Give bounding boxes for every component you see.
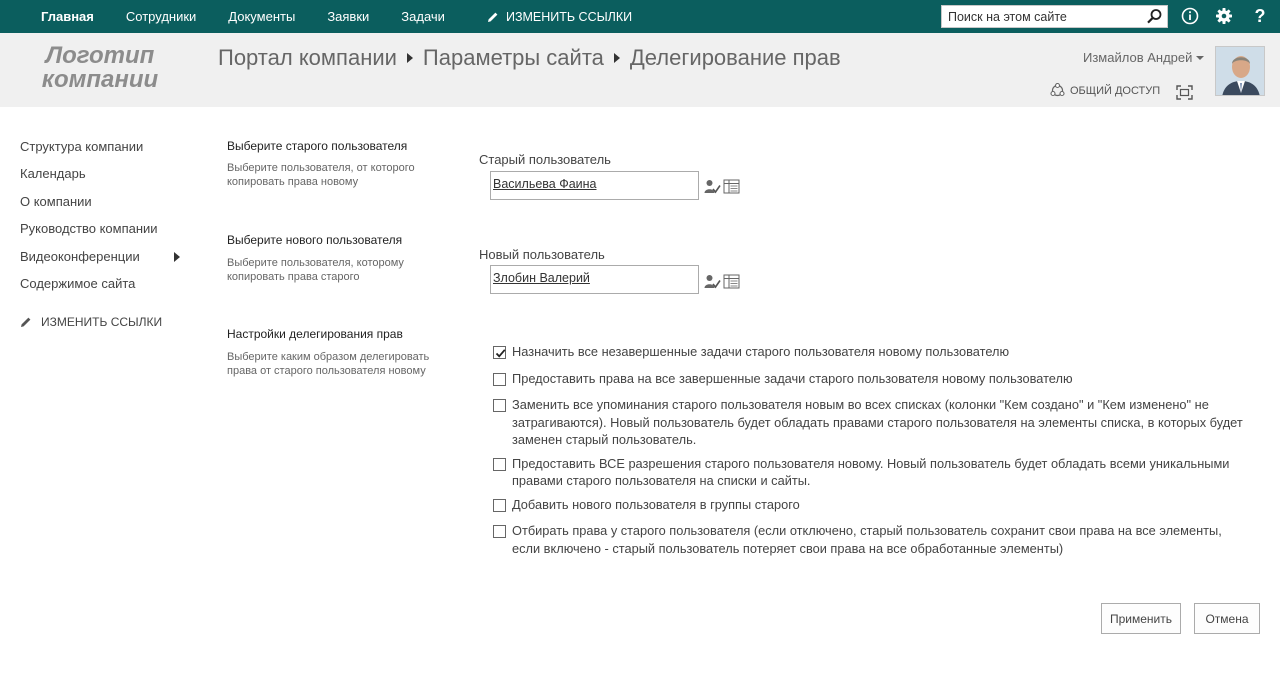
top-nav-requests[interactable]: Заявки <box>327 9 370 24</box>
info-icon[interactable] <box>1180 6 1200 26</box>
top-nav-documents[interactable]: Документы <box>228 9 296 24</box>
help-icon[interactable]: ? <box>1254 5 1266 26</box>
apply-button[interactable]: Применить <box>1101 603 1181 634</box>
search-icon[interactable] <box>1146 8 1163 30</box>
avatar[interactable] <box>1215 46 1265 96</box>
company-logo[interactable] <box>30 44 170 92</box>
new-user-picker[interactable] <box>490 265 699 294</box>
option-grant-all-permissions <box>493 455 1253 490</box>
logo-line-1: Логотип <box>45 42 155 69</box>
quick-launch-edit-links-label: ИЗМЕНИТЬ ССЫЛКИ <box>41 315 163 330</box>
top-edit-links-button[interactable] <box>487 10 632 24</box>
new-user-value[interactable]: Злобин Валерий <box>493 271 590 285</box>
focus-content-icon[interactable] <box>1176 85 1193 105</box>
option-label: Отбирать права у старого пользователя (если отключено, старый пользователь сохранит свои права на все элементы, если включено - старый пользователь потеряет свои права на все обработанные элементы) <box>512 523 1222 556</box>
option-label: Добавить нового пользователя в группы старого <box>512 496 800 512</box>
breadcrumb-portal[interactable]: Портал компании <box>218 45 397 70</box>
top-nav-employees[interactable]: Сотрудники <box>125 9 197 24</box>
pencil-icon <box>20 316 32 328</box>
top-nav <box>41 0 632 33</box>
option-checkbox[interactable] <box>493 499 506 512</box>
share-label: ОБЩИЙ ДОСТУП <box>1070 84 1161 97</box>
quick-launch-item-site-contents[interactable] <box>20 275 200 302</box>
option-checkbox[interactable] <box>493 525 506 538</box>
option-label: Предоставить права на все завершенные задачи старого пользователя новому пользователю <box>512 370 1073 386</box>
option-replace-mentions <box>493 396 1253 449</box>
old-user-picker[interactable] <box>490 171 699 200</box>
section-desc-old-user: Выберите пользователя, от которого копировать права новому <box>227 162 415 188</box>
quick-launch-label: Структура компании <box>20 139 144 154</box>
site-header <box>0 33 1280 107</box>
top-nav-home[interactable]: Главная <box>41 9 94 24</box>
option-assign-open-tasks <box>493 343 1253 361</box>
option-checkbox[interactable] <box>493 373 506 386</box>
option-checkbox[interactable] <box>493 399 506 412</box>
user-name: Измайлов Андрей <box>1083 50 1193 65</box>
share-icon <box>1050 83 1065 98</box>
top-edit-links-label: ИЗМЕНИТЬ ССЫЛКИ <box>505 9 633 24</box>
section-desc-delegation-settings: Выберите каким образом делегировать права от старого пользователя новому <box>227 351 430 377</box>
new-user-picker-icons <box>704 273 742 290</box>
page-title: Делегирование прав <box>629 45 841 70</box>
quick-launch-item-management[interactable] <box>20 220 200 247</box>
old-user-value[interactable]: Васильева Фаина <box>493 177 597 191</box>
check-names-icon[interactable] <box>704 178 721 195</box>
option-label: Предоставить ВСЕ разрешения старого пользователя новому. Новый пользователь будет обладать всеми уникальными правами старого пользователя на списки и сайты. <box>512 455 1230 488</box>
gear-icon[interactable] <box>1214 6 1234 26</box>
share-button[interactable] <box>1050 83 1160 98</box>
checkmark-icon <box>494 347 507 360</box>
old-user-label: Старый пользователь <box>479 152 611 167</box>
quick-launch-item-about[interactable] <box>20 193 200 220</box>
quick-launch-label: Руководство компании <box>20 221 158 237</box>
option-grant-completed-tasks <box>493 370 1253 388</box>
section-desc-new-user: Выберите пользователя, которому копировать права старого <box>227 257 404 283</box>
quick-launch-item-structure[interactable] <box>20 138 200 165</box>
suite-bar <box>0 0 1280 33</box>
quick-launch-label: Календарь <box>20 166 86 182</box>
section-title-old-user: Выберите старого пользователя <box>227 139 408 153</box>
new-user-label: Новый пользователь <box>479 247 605 262</box>
option-label: Назначить все незавершенные задачи старого пользователя новому пользователю <box>512 344 1010 359</box>
chevron-down-icon <box>1196 56 1204 60</box>
option-add-to-groups <box>493 496 1253 514</box>
option-checkbox[interactable] <box>493 458 506 471</box>
quick-launch <box>20 138 200 329</box>
option-checkbox[interactable] <box>493 346 506 359</box>
expand-arrow-icon[interactable] <box>174 252 180 262</box>
logo-line-2: компании <box>41 66 159 93</box>
check-names-icon[interactable] <box>704 273 721 290</box>
quick-launch-label: Видеоконференции <box>20 248 140 264</box>
pencil-icon <box>487 11 499 23</box>
quick-launch-item-videoconf[interactable] <box>20 248 200 275</box>
site-search-input[interactable] <box>942 6 1142 27</box>
top-nav-tasks[interactable]: Задачи <box>401 9 445 24</box>
old-user-picker-icons <box>704 178 742 195</box>
breadcrumb-separator-icon <box>407 53 413 63</box>
section-title-new-user: Выберите нового пользователя <box>227 233 403 247</box>
breadcrumb-site-settings[interactable]: Параметры сайта <box>422 45 604 70</box>
delegation-options <box>493 343 1253 557</box>
quick-launch-item-calendar[interactable] <box>20 165 200 192</box>
quick-launch-label: Содержимое сайта <box>20 275 136 291</box>
browse-directory-icon[interactable] <box>723 273 740 290</box>
cancel-button[interactable]: Отмена <box>1194 603 1260 634</box>
section-title-delegation-settings: Настройки делегирования прав <box>227 327 403 341</box>
quick-launch-label: О компании <box>20 193 92 209</box>
breadcrumb-separator-icon <box>614 53 620 63</box>
option-label: Заменить все упоминания старого пользователя новым во всех списках (колонки "Кем создано" и "Кем изменено" не затрагиваются). Новый пользователь будет обладать правами старого пользователя на элементы списка, в которых будет заменен старый пользователь. <box>512 397 1243 447</box>
browse-directory-icon[interactable] <box>723 178 740 195</box>
site-search-box <box>941 5 1168 28</box>
user-menu[interactable] <box>1083 50 1204 65</box>
option-revoke-old-rights <box>493 522 1253 557</box>
quick-launch-edit-links-button[interactable] <box>20 315 200 329</box>
breadcrumb <box>218 45 841 71</box>
